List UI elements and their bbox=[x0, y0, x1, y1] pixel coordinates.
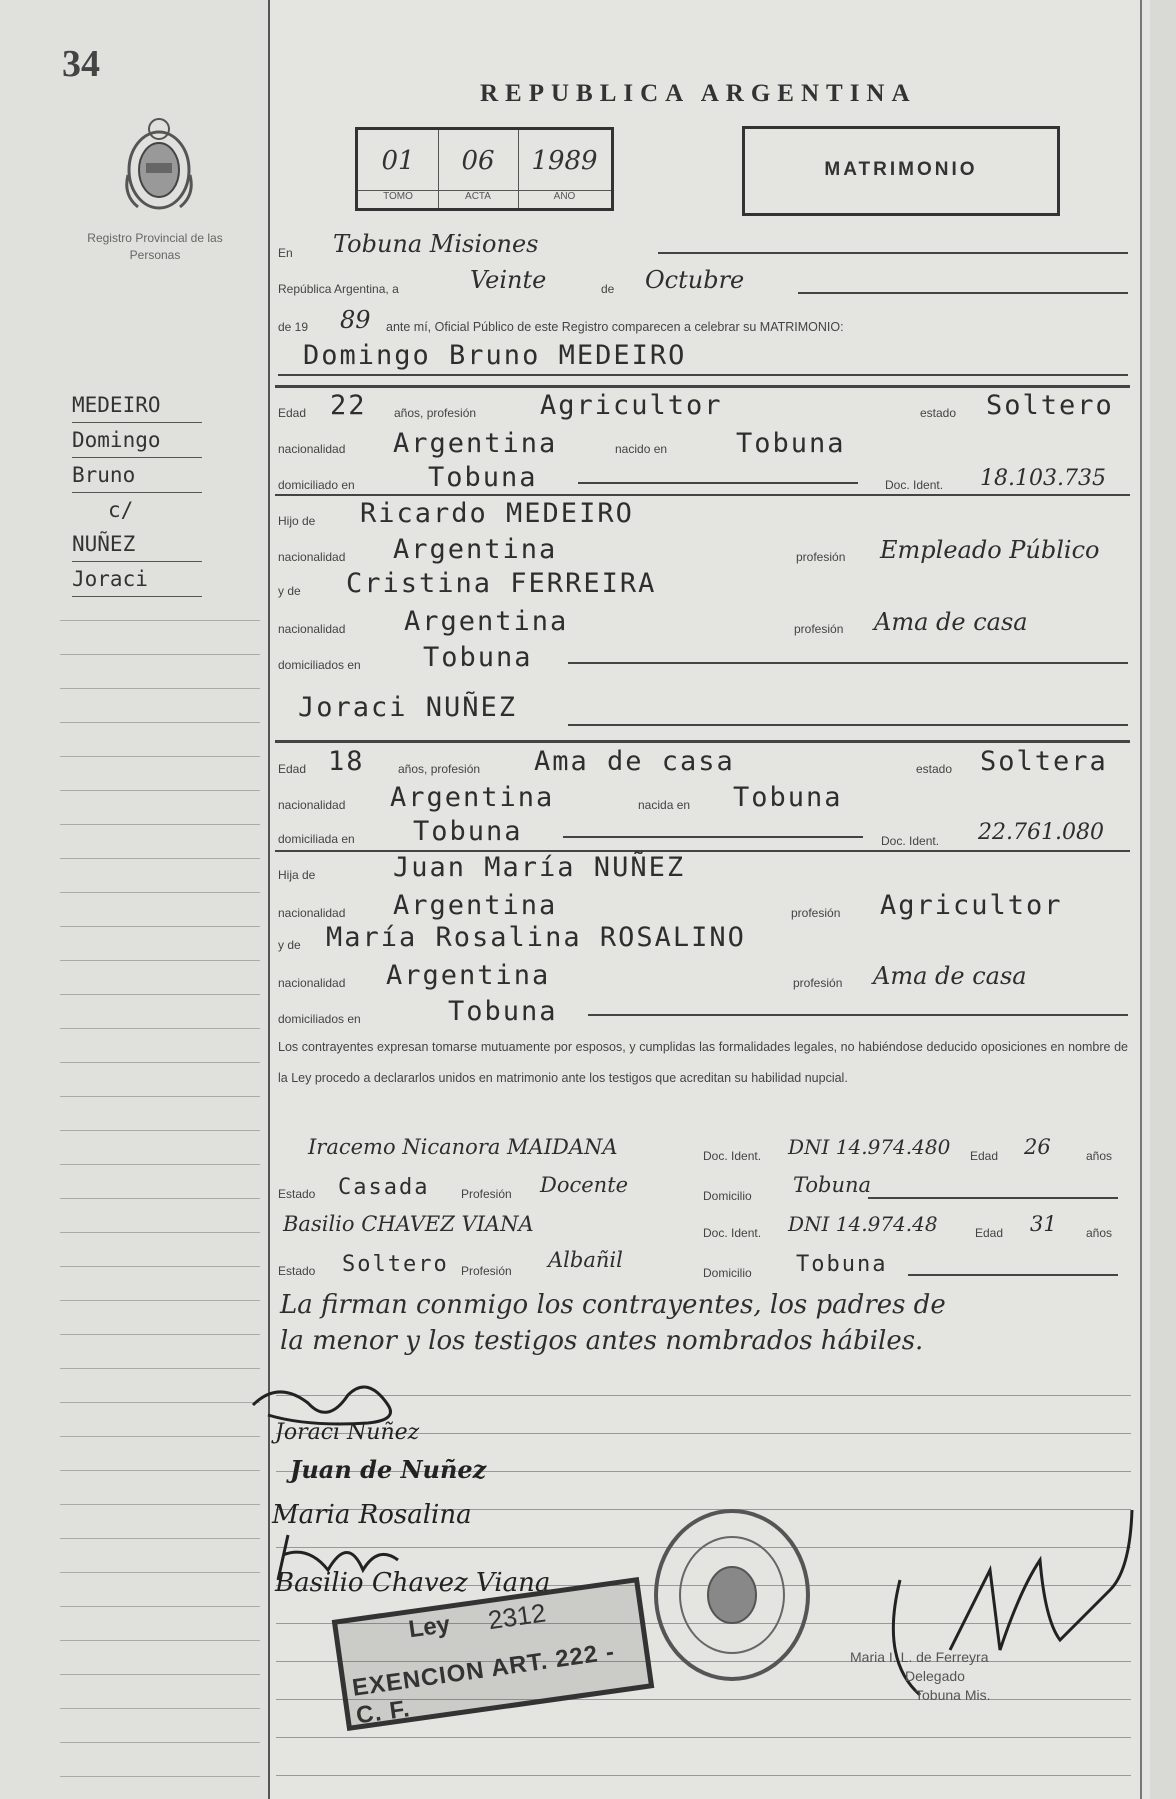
ruled-line bbox=[60, 1198, 260, 1199]
nacionalidad-label: nacionalidad bbox=[278, 976, 346, 990]
ruled-line bbox=[60, 960, 260, 961]
underline bbox=[563, 836, 863, 838]
witness2-domicile: Tobuna bbox=[796, 1252, 888, 1277]
ruled-line bbox=[60, 688, 260, 689]
ruled-line bbox=[60, 1368, 260, 1369]
tomo-value: 01 bbox=[381, 146, 415, 176]
nacionalidad-label: nacionalidad bbox=[278, 906, 346, 920]
year: 89 bbox=[340, 306, 371, 334]
doc-label: Doc. Ident. bbox=[703, 1149, 762, 1163]
underline bbox=[578, 482, 858, 484]
edad-label: Edad bbox=[975, 1226, 1004, 1240]
stamp-text: EXENCION ART. 222 - C. F. bbox=[350, 1638, 617, 1730]
nacionalidad-label: nacionalidad bbox=[278, 442, 346, 456]
witness1-detail-row bbox=[278, 1175, 1128, 1205]
bride-profession: Ama de casa bbox=[534, 746, 735, 777]
stamp-number: 2312 bbox=[486, 1597, 548, 1636]
ruled-line bbox=[60, 994, 260, 995]
bride-parents-domicile-row bbox=[278, 996, 1128, 1026]
ruled-line bbox=[60, 1334, 260, 1335]
doc-label: Doc. Ident. bbox=[703, 1226, 762, 1240]
groom-father: Ricardo MEDEIRO bbox=[360, 498, 634, 529]
groom-mother-nationality: Argentina bbox=[404, 606, 569, 637]
anos-label: años bbox=[1086, 1226, 1113, 1240]
underline bbox=[798, 292, 1128, 294]
yde-label: y de bbox=[278, 584, 301, 598]
groom-mother-profession: Ama de casa bbox=[874, 608, 1028, 636]
groom-name-row bbox=[278, 340, 1128, 370]
ruled-line bbox=[60, 722, 260, 723]
ruled-line bbox=[60, 1470, 260, 1471]
ruled-line bbox=[60, 824, 260, 825]
closing-line-1: La firman conmigo los contrayentes, los padres de bbox=[280, 1290, 946, 1320]
acta-label: ACTA bbox=[438, 190, 518, 202]
en-label: En bbox=[278, 246, 293, 260]
tomo-label: TOMO bbox=[358, 190, 438, 202]
official-seal-icon bbox=[650, 1505, 815, 1685]
right-border bbox=[1140, 0, 1142, 1799]
month: Octubre bbox=[645, 266, 745, 294]
witness1-status: Casada bbox=[338, 1175, 430, 1200]
bride-age-row bbox=[278, 746, 1128, 776]
underline bbox=[908, 1274, 1118, 1276]
ruled-line bbox=[60, 1300, 260, 1301]
ruled-line bbox=[60, 1674, 260, 1675]
official-block bbox=[850, 1648, 990, 1705]
annotation-line: NUÑEZ bbox=[72, 527, 202, 562]
registry-label: Registro Provincial de las Personas bbox=[87, 231, 223, 262]
bride-domicile-row bbox=[278, 816, 1128, 846]
bride-father-nationality: Argentina bbox=[393, 890, 558, 921]
underline bbox=[278, 374, 1128, 376]
annotation-line: MEDEIRO bbox=[72, 388, 202, 423]
ruled-line bbox=[60, 1572, 260, 1573]
groom-father-nationality: Argentina bbox=[393, 534, 558, 565]
statement-text: Los contrayentes expresan tomarse mutuamente por esposos, y cumplidas las formalidades legales, no habiéndose deducido oposiciones en nombre de la Ley procedo a declararlos unidos en matrimonio ante los testigos que acreditan su habilidad nupcial. bbox=[278, 1040, 1128, 1085]
separator bbox=[275, 385, 1130, 388]
domicilio-label: Domicilio bbox=[703, 1189, 752, 1203]
anos-label: años, profesión bbox=[394, 406, 477, 420]
witness2-detail-row bbox=[278, 1248, 1128, 1282]
profesion-label: profesión bbox=[794, 622, 844, 636]
annotation-line: c/ bbox=[108, 498, 134, 522]
declaration: ante mí, Oficial Público de este Registro comparecen a celebrar su MATRIMONIO: bbox=[386, 320, 844, 334]
official-office: Tobuna Mis. bbox=[915, 1687, 991, 1703]
underline bbox=[588, 1014, 1128, 1016]
page-number: 34 bbox=[62, 43, 100, 85]
groom-mother: Cristina FERREIRA bbox=[346, 568, 657, 599]
profesion-label: profesión bbox=[791, 906, 841, 920]
ruled-line bbox=[60, 1538, 260, 1539]
day: Veinte bbox=[470, 266, 547, 294]
bride-status: Soltera bbox=[980, 746, 1108, 777]
domicilio-label: Domicilio bbox=[703, 1266, 752, 1280]
edad-label: Edad bbox=[278, 406, 307, 420]
ruled-line bbox=[60, 926, 260, 927]
anos-label: años, profesión bbox=[398, 762, 481, 776]
groom-nationality-row bbox=[278, 428, 1128, 458]
separator bbox=[275, 740, 1130, 743]
estado-label: Estado bbox=[278, 1264, 316, 1278]
record-type: MATRIMONIO bbox=[824, 159, 978, 180]
witness1-doc: DNI 14.974.480 bbox=[788, 1135, 951, 1159]
bride-mother-nationality: Argentina bbox=[386, 960, 551, 991]
groom-father-nat-row bbox=[278, 534, 1128, 564]
witness2-row bbox=[278, 1212, 1128, 1242]
bride-mother-row bbox=[278, 922, 1128, 952]
edad-label: Edad bbox=[970, 1149, 999, 1163]
marriage-statement bbox=[278, 1032, 1128, 1094]
ruled-line bbox=[60, 1742, 260, 1743]
nacionalidad-label: nacionalidad bbox=[278, 798, 346, 812]
doc-label: Doc. Ident. bbox=[881, 834, 940, 848]
domiciliada-label: domiciliada en bbox=[278, 832, 355, 846]
groom-parents-domicile: Tobuna bbox=[423, 642, 533, 673]
ruled-line bbox=[60, 1232, 260, 1233]
groom-father-profession: Empleado Público bbox=[880, 536, 1100, 564]
yde-label: y de bbox=[278, 938, 301, 952]
groom-domicile: Tobuna bbox=[428, 462, 538, 493]
nacionalidad-label: nacionalidad bbox=[278, 550, 346, 564]
ruled-line bbox=[276, 1775, 1131, 1776]
profesion-label: Profesión bbox=[461, 1187, 512, 1201]
ruled-line bbox=[60, 620, 260, 621]
ano-cell bbox=[518, 130, 611, 208]
official-title: Delegado bbox=[905, 1668, 965, 1684]
ruled-line bbox=[276, 1737, 1131, 1738]
edad-label: Edad bbox=[278, 762, 307, 776]
intro-year-row bbox=[278, 308, 1128, 338]
ruled-line bbox=[60, 1130, 260, 1131]
witness2-status: Soltero bbox=[342, 1252, 449, 1277]
bride-mother: María Rosalina ROSALINO bbox=[326, 922, 746, 953]
rep-label: República Argentina, a bbox=[278, 282, 399, 296]
ruled-line bbox=[60, 1640, 260, 1641]
estado-label: Estado bbox=[278, 1187, 316, 1201]
ruled-line bbox=[60, 1164, 260, 1165]
ano-value: 1989 bbox=[531, 146, 598, 176]
groom-profession: Agricultor bbox=[540, 390, 723, 421]
witness1-age: 26 bbox=[1024, 1135, 1051, 1159]
signature-2: Juan de Nuñez bbox=[290, 1455, 487, 1484]
de-label: de bbox=[601, 282, 615, 296]
bride-birthplace: Tobuna bbox=[733, 782, 843, 813]
ruled-line bbox=[60, 654, 260, 655]
signature-1: Joraci Nuñez bbox=[275, 1420, 420, 1445]
hijo-label: Hijo de bbox=[278, 514, 316, 528]
nacido-label: nacido en bbox=[615, 442, 668, 456]
bride-name: Joraci NUÑEZ bbox=[298, 692, 518, 723]
ruled-line bbox=[60, 1402, 260, 1403]
underline bbox=[568, 662, 1128, 664]
groom-nationality: Argentina bbox=[393, 428, 558, 459]
domiciliados-label: domiciliados en bbox=[278, 658, 361, 672]
ruled-line bbox=[60, 1062, 260, 1063]
groom-age-row bbox=[278, 390, 1128, 420]
margin-annotation bbox=[72, 388, 238, 597]
bride-father: Juan María NUÑEZ bbox=[393, 852, 686, 883]
estado-label: estado bbox=[916, 762, 953, 776]
bride-name-row bbox=[278, 692, 1128, 722]
intro-date-row bbox=[278, 266, 1128, 296]
groom-domicile-row bbox=[278, 462, 1128, 492]
groom-doc: 18.103.735 bbox=[980, 466, 1106, 491]
ruled-line bbox=[60, 1776, 260, 1777]
ruled-line bbox=[60, 1096, 260, 1097]
witness2-age: 31 bbox=[1030, 1212, 1057, 1236]
signature-4: Basilio Chavez Viana bbox=[275, 1568, 551, 1598]
doc-label: Doc. Ident. bbox=[885, 478, 944, 492]
bride-mother-nat-row bbox=[278, 960, 1128, 990]
profesion-label: profesión bbox=[793, 976, 843, 990]
groom-age: 22 bbox=[330, 390, 367, 421]
closing-line-2: la menor y los testigos antes nombrados hábiles. bbox=[280, 1326, 924, 1356]
ruled-line bbox=[60, 756, 260, 757]
annotation-line: Joraci bbox=[72, 562, 202, 597]
groom-parents-domicile-row bbox=[278, 642, 1128, 672]
ruled-line bbox=[60, 858, 260, 859]
groom-mother-row bbox=[278, 568, 1128, 598]
domiciliados-label: domiciliados en bbox=[278, 1012, 361, 1026]
ruled-line bbox=[60, 1504, 260, 1505]
tomo-cell bbox=[358, 130, 439, 208]
ano-label: AÑO bbox=[518, 190, 611, 202]
ruled-line bbox=[60, 790, 260, 791]
estado-label: estado bbox=[920, 406, 957, 420]
ruled-line bbox=[60, 1436, 260, 1437]
witness2-doc: DNI 14.974.48 bbox=[788, 1212, 938, 1236]
anos-label: años bbox=[1086, 1149, 1113, 1163]
underline bbox=[868, 1197, 1118, 1199]
groom-status: Soltero bbox=[986, 390, 1114, 421]
witness1-profession: Docente bbox=[540, 1173, 629, 1197]
witness2-name: Basilio CHAVEZ VIANA bbox=[283, 1212, 534, 1236]
bride-father-profession: Agricultor bbox=[880, 890, 1063, 921]
bride-doc: 22.761.080 bbox=[978, 820, 1104, 845]
ruled-line bbox=[60, 1028, 260, 1029]
bride-mother-profession: Ama de casa bbox=[873, 962, 1027, 990]
nacida-label: nacida en bbox=[638, 798, 691, 812]
witness1-domicile: Tobuna bbox=[793, 1173, 872, 1197]
stamp-ley: Ley bbox=[406, 1610, 452, 1644]
groom-birthplace: Tobuna bbox=[736, 428, 846, 459]
annotation-line: Bruno bbox=[72, 458, 202, 493]
witness1-name: Iracemo Nicanora MAIDANA bbox=[308, 1135, 618, 1159]
annotation-line: Domingo bbox=[72, 423, 202, 458]
tomo-acta-box bbox=[355, 127, 614, 211]
witness1-row bbox=[278, 1135, 1128, 1165]
coat-of-arms-icon bbox=[118, 115, 200, 215]
profesion-label: profesión bbox=[796, 550, 846, 564]
profesion-label: Profesión bbox=[461, 1264, 512, 1278]
ruled-line bbox=[60, 1266, 260, 1267]
intro-place-row bbox=[278, 230, 1128, 260]
groom-mother-nat-row bbox=[278, 606, 1128, 636]
bride-nationality: Argentina bbox=[390, 782, 555, 813]
official-name: Maria I. L. de Ferreyra bbox=[850, 1649, 989, 1665]
ruled-line bbox=[60, 892, 260, 893]
underline bbox=[568, 724, 1128, 726]
bride-parents-domicile: Tobuna bbox=[448, 996, 558, 1027]
signature-3: Maria Rosalina bbox=[272, 1500, 472, 1530]
bride-domicile: Tobuna bbox=[413, 816, 523, 847]
acta-value: 06 bbox=[461, 146, 495, 176]
separator bbox=[275, 494, 1130, 496]
year-label: de 19 bbox=[278, 320, 309, 334]
bride-nationality-row bbox=[278, 782, 1128, 812]
witness2-profession: Albañil bbox=[548, 1248, 623, 1272]
ruled-line bbox=[60, 1708, 260, 1709]
groom-father-row bbox=[278, 498, 1128, 528]
groom-name: Domingo Bruno MEDEIRO bbox=[303, 340, 687, 371]
ruled-line bbox=[60, 1606, 260, 1607]
hija-label: Hija de bbox=[278, 868, 316, 882]
domiciliado-label: domiciliado en bbox=[278, 478, 355, 492]
record-type-box bbox=[742, 126, 1060, 216]
bride-father-row bbox=[278, 852, 1128, 882]
left-margin bbox=[0, 0, 268, 1799]
bride-father-nat-row bbox=[278, 890, 1128, 920]
exemption-stamp bbox=[332, 1577, 655, 1731]
bride-age: 18 bbox=[328, 746, 365, 777]
underline bbox=[658, 252, 1128, 254]
place: Tobuna Misiones bbox=[333, 230, 539, 258]
country-title: REPUBLICA ARGENTINA bbox=[480, 80, 917, 107]
acta-cell bbox=[438, 130, 519, 208]
nacionalidad-label: nacionalidad bbox=[278, 622, 346, 636]
